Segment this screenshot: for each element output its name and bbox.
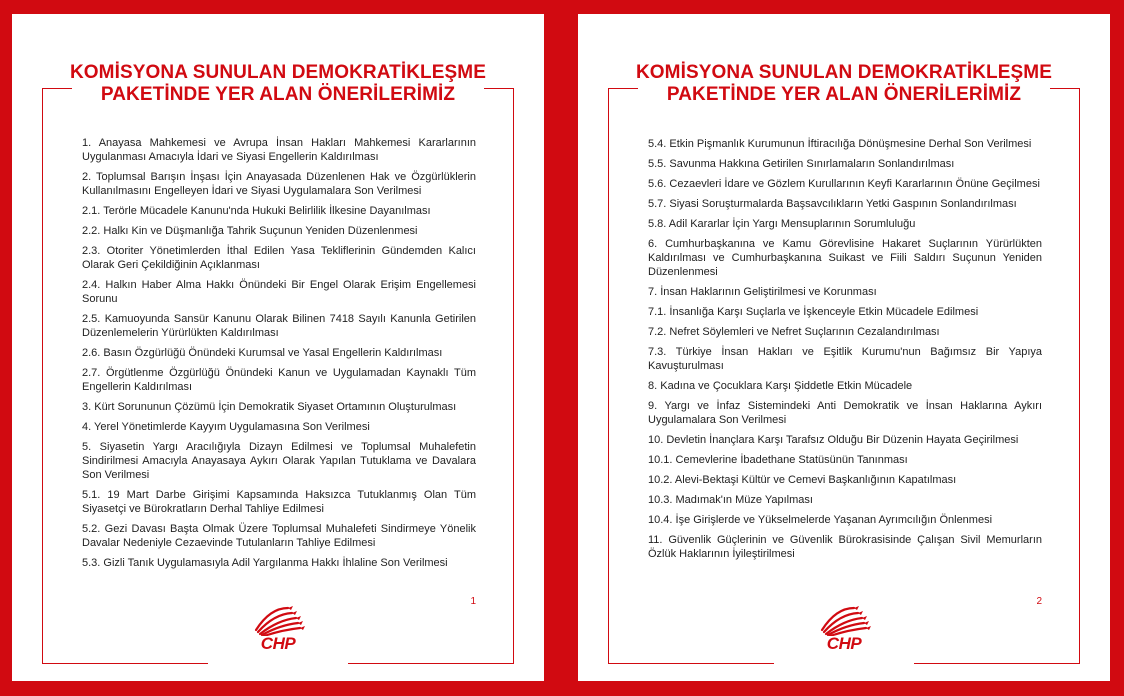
document-page-2 <box>578 14 1110 681</box>
page-title: KOMİSYONA SUNULAN DEMOKRATİKLEŞME PAKETİNDE YER ALAN ÖNERİLERİMİZ <box>69 62 487 105</box>
list-item: 6. Cumhurbaşkanına ve Kamu Görevlisine Hakaret Suçlarının Yürürlükten Kaldırılması ve Cumhurbaşkanına Suikast ve Fiili Saldırı Suçunun Yeniden Düzenlenmesi <box>648 238 1042 278</box>
six-arrows-icon <box>248 606 308 636</box>
list-item: 10.3. Madımak'ın Müze Yapılması <box>648 494 813 506</box>
list-item: 10.2. Alevi-Bektaşi Kültür ve Cemevi Başkanlığının Kapatılması <box>648 474 957 486</box>
list-item: 2.3. Otoriter Yönetimlerden İthal Edilen Yasa Tekliflerinin Gündemden Kalıcı Olarak Geri Çekildiğinin Açıklanması <box>82 245 476 271</box>
list-item: 1. Anayasa Mahkemesi ve Avrupa İnsan Hakları Mahkemesi Kararlarının Uygulanması Amacıyla İdari ve Siyasi Engellerin Kaldırılması <box>82 137 476 163</box>
proposal-list <box>82 136 476 576</box>
list-item: 10.4. İşe Girişlerde ve Yükselmelerde Yaşanan Ayrımcılığın Önlenmesi <box>648 514 993 526</box>
list-item: 2.1. Terörle Mücadele Kanunu'nda Hukuki Belirlilik İlkesine Dayanılması <box>82 205 431 217</box>
list-item: 7.3. Türkiye İnsan Hakları ve Eşitlik Kurumu'nun Bağımsız Bir Yapıya Kavuşturulması <box>648 346 1042 372</box>
list-item: 5.6. Cezaevleri İdare ve Gözlem Kurullarının Keyfi Kararlarının Önüne Geçilmesi <box>648 178 1040 190</box>
list-item: 5.2. Gezi Davası Başta Olmak Üzere Toplumsal Muhalefeti Sindirmeye Yönelik Davalar Nedeniyle Cezaevinde Tutulanların Tahliye Edilmesi <box>82 523 476 549</box>
list-item: 5.1. 19 Mart Darbe Girişimi Kapsamında Haksızca Tutuklanmış Olan Tüm Siyasetçi ve Bürokratların Derhal Tahliye Edilmesi <box>82 489 476 515</box>
list-item: 7.2. Nefret Söylemleri ve Nefret Suçlarının Cezalandırılması <box>648 326 940 338</box>
page-number: 1 <box>470 596 476 607</box>
page-number: 2 <box>1036 596 1042 607</box>
six-arrows-icon <box>814 606 874 636</box>
list-item: 2.2. Halkı Kin ve Düşmanlığa Tahrik Suçunun Yeniden Düzenlenmesi <box>82 225 418 237</box>
list-item: 5.4. Etkin Pişmanlık Kurumunun İftiracılığa Dönüşmesine Derhal Son Verilmesi <box>648 138 1032 150</box>
list-item: 7.1. İnsanlığa Karşı Suçlarla ve İşkenceyle Etkin Mücadele Edilmesi <box>648 306 979 318</box>
list-item: 4. Yerel Yönetimlerde Kayyım Uygulamasına Son Verilmesi <box>82 421 370 433</box>
page-title: KOMİSYONA SUNULAN DEMOKRATİKLEŞME PAKETİNDE YER ALAN ÖNERİLERİMİZ <box>635 62 1053 105</box>
chp-logo: CHP <box>814 606 874 666</box>
list-item: 5.5. Savunma Hakkına Getirilen Sınırlamaların Sonlandırılması <box>648 158 955 170</box>
list-item: 5.8. Adil Kararlar İçin Yargı Mensuplarının Sorumluluğu <box>648 218 916 230</box>
list-item: 5.3. Gizli Tanık Uygulamasıyla Adil Yargılanma Hakkı İhlaline Son Verilmesi <box>82 557 448 569</box>
list-item: 8. Kadına ve Çocuklara Karşı Şiddetle Etkin Mücadele <box>648 380 913 392</box>
list-item: 2.5. Kamuoyunda Sansür Kanunu Olarak Bilinen 7418 Sayılı Kanunla Getirilen Düzenlemelerin Yürürlükten Kaldırılması <box>82 313 476 339</box>
list-item: 5.7. Siyasi Soruşturmalarda Başsavcılıkların Yetki Gaspının Sonlandırılması <box>648 198 1017 210</box>
list-item: 2.4. Halkın Haber Alma Hakkı Önündeki Bir Engel Olarak Erişim Engellemesi Sorunu <box>82 279 476 305</box>
document-page-1 <box>12 14 544 681</box>
list-item: 3. Kürt Sorununun Çözümü İçin Demokratik Siyaset Ortamının Oluşturulması <box>82 401 457 413</box>
proposal-list <box>648 137 1042 567</box>
list-item: 10. Devletin İnançlara Karşı Tarafsız Olduğu Bir Düzenin Hayata Geçirilmesi <box>648 434 1019 446</box>
list-item: 11. Güvenlik Güçlerinin ve Güvenlik Bürokrasisinde Çalışan Sivil Memurların Özlük Haklarının İyileştirilmesi <box>648 534 1042 560</box>
list-item: 2.6. Basın Özgürlüğü Önündeki Kurumsal ve Yasal Engellerin Kaldırılması <box>82 347 443 359</box>
list-item: 9. Yargı ve İnfaz Sistemindeki Anti Demokratik ve İnsan Haklarına Aykırı Uygulamalara Son Verilmesi <box>648 400 1042 426</box>
list-item: 2. Toplumsal Barışın İnşası İçin Anayasada Düzenlenen Hak ve Özgürlüklerin Kullanılmasını Engelleyen İdari ve Siyasi Uygulamalara Son Verilmesi <box>82 171 476 197</box>
list-item: 2.7. Örgütlenme Özgürlüğü Önündeki Kanun ve Uygulamadan Kaynaklı Tüm Engellerin Kaldırılması <box>82 367 476 393</box>
chp-logo: CHP <box>248 606 308 666</box>
list-item: 10.1. Cemevlerine İbadethane Statüsünün Tanınması <box>648 454 908 466</box>
list-item: 7. İnsan Haklarının Geliştirilmesi ve Korunması <box>648 286 877 298</box>
list-item: 5. Siyasetin Yargı Aracılığıyla Dizayn Edilmesi ve Toplumsal Muhalefetin Sindirilmesi Amacıyla Anayasaya Aykırı Olarak Yapılan Tutuklama ve Davalara Son Verilmesi <box>82 441 476 481</box>
